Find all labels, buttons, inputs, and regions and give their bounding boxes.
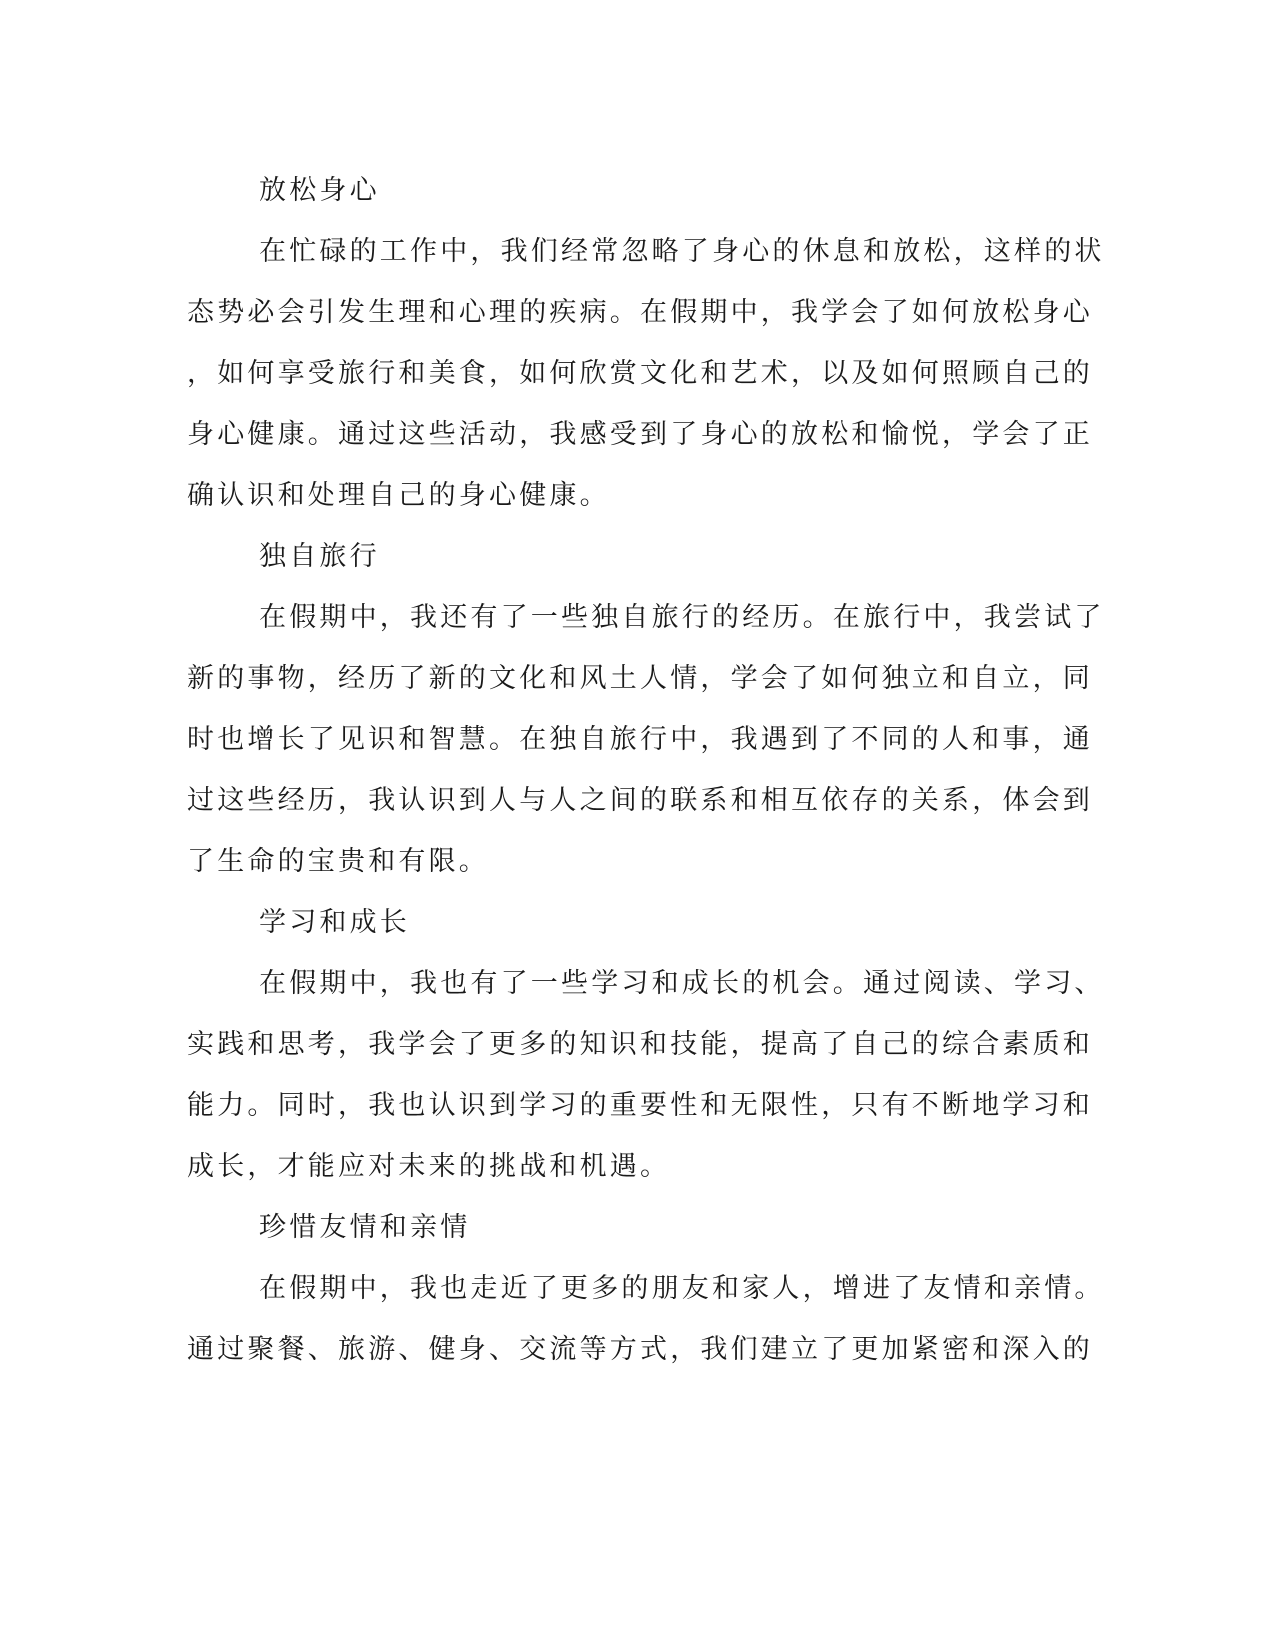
paragraph-line: 态势必会引发生理和心理的疾病。在假期中，我学会了如何放松身心 xyxy=(187,297,1093,328)
paragraph-line: 了生命的宝贵和有限。 xyxy=(187,846,489,877)
section-heading: 珍惜友情和亲情 xyxy=(259,1212,471,1243)
paragraph-line: 通过聚餐、旅游、健身、交流等方式，我们建立了更加紧密和深入的 xyxy=(187,1334,1093,1365)
paragraph-line: 在忙碌的工作中，我们经常忽略了身心的休息和放松，这样的状 xyxy=(259,236,1105,267)
paragraph-line: 新的事物，经历了新的文化和风土人情，学会了如何独立和自立，同 xyxy=(187,663,1093,694)
paragraph-line: 成长，才能应对未来的挑战和机遇。 xyxy=(187,1151,671,1182)
paragraph-line: 身心健康。通过这些活动，我感受到了身心的放松和愉悦，学会了正 xyxy=(187,419,1093,450)
document-body xyxy=(187,160,1105,1380)
paragraph-line: 在假期中，我还有了一些独自旅行的经历。在旅行中，我尝试了 xyxy=(259,602,1105,633)
paragraph-line: 能力。同时，我也认识到学习的重要性和无限性，只有不断地学习和 xyxy=(187,1090,1093,1121)
section-heading: 学习和成长 xyxy=(259,907,410,938)
section-heading: 独自旅行 xyxy=(259,541,380,572)
paragraph-line: 实践和思考，我学会了更多的知识和技能，提高了自己的综合素质和 xyxy=(187,1029,1093,1060)
paragraph-line: 确认识和处理自己的身心健康。 xyxy=(187,480,610,511)
paragraph-line: 在假期中，我也有了一些学习和成长的机会。通过阅读、学习、 xyxy=(259,968,1105,999)
paragraph-line: ，如何享受旅行和美食，如何欣赏文化和艺术，以及如何照顾自己的 xyxy=(187,358,1093,389)
paragraph-line: 时也增长了见识和智慧。在独自旅行中，我遇到了不同的人和事，通 xyxy=(187,724,1093,755)
section-heading: 放松身心 xyxy=(259,175,380,206)
paragraph-line: 在假期中，我也走近了更多的朋友和家人，增进了友情和亲情。 xyxy=(259,1273,1105,1304)
paragraph-line: 过这些经历，我认识到人与人之间的联系和相互依存的关系，体会到 xyxy=(187,785,1093,816)
